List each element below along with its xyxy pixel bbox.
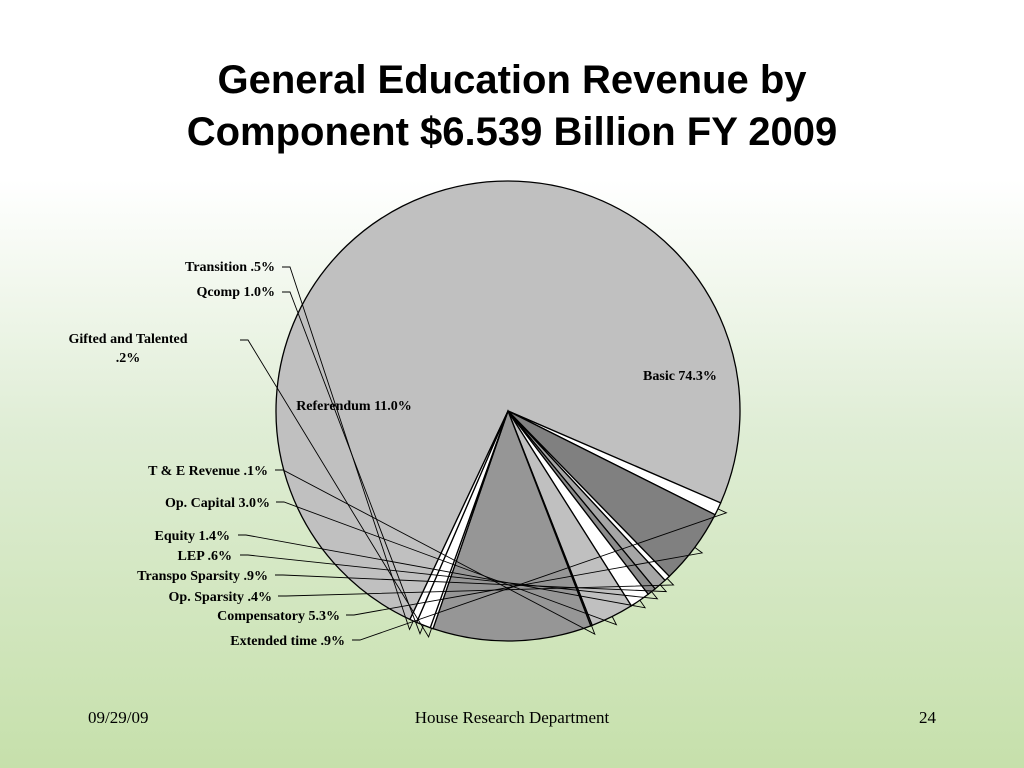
slice-label-gifted-and-talented: Gifted and Talented .2% [68,332,188,366]
slice-label-basic: Basic 74.3% [643,369,717,384]
title-line-1: General Education Revenue by [217,58,807,102]
footer-date: 09/29/09 [88,708,149,727]
slice-label-referendum: Referendum 11.0% [296,399,412,414]
slice-label-t-e-revenue: T & E Revenue .1% [148,464,268,479]
slice-label-op-capital: Op. Capital 3.0% [164,496,270,511]
footer-department: House Research Department [414,708,610,727]
slice-label-transition: Transition .5% [185,260,275,275]
slice-label-equity: Equity 1.4% [154,529,230,544]
slice-label-qcomp: Qcomp 1.0% [196,285,275,300]
title-line-2: Component $6.539 Billion FY 2009 [186,110,838,154]
slice-label-compensatory: Compensatory 5.3% [217,609,340,624]
slice-label-lep: LEP .6% [177,549,232,564]
slice-label-op-sparsity: Op. Sparsity .4% [168,590,272,605]
footer-page-number: 24 [919,708,936,727]
slice-label-transpo-sparsity: Transpo Sparsity .9% [137,569,268,584]
slice-label-extended-time: Extended time .9% [230,634,345,649]
